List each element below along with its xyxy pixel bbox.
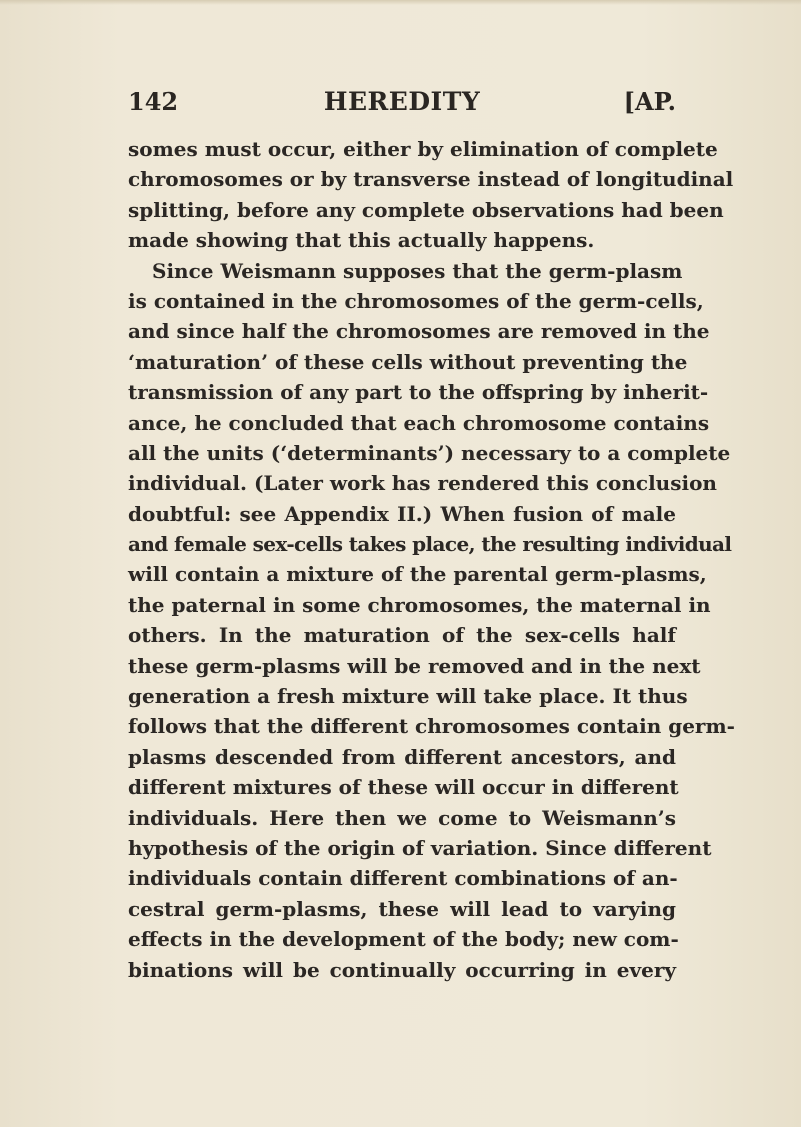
text-line: these germ-plasms will be removed and in the next [128, 653, 701, 678]
text-line: transmission of any part to the offspring by inherit- [128, 380, 709, 405]
body-text [128, 134, 735, 985]
text-line: ance, he concluded that each chromosome contains [128, 410, 710, 435]
running-title: HEREDITY [323, 87, 481, 116]
text-line: splitting, before any complete observations had been [128, 197, 724, 222]
text-line: cestral germ-plasms, these will lead to varying [128, 896, 676, 921]
text-line: doubtful: see Appendix II.) When fusion of male [128, 501, 676, 526]
running-header [128, 82, 676, 122]
page-number: 142 [128, 87, 179, 116]
text-line: others. In the maturation of the sex-cells half [128, 623, 676, 648]
text-line: made showing that this actually happens. [128, 228, 595, 253]
text-line: effects in the development of the body; new com- [128, 927, 679, 952]
text-line: binations will be continually occurring in every [128, 957, 676, 982]
text-line: individuals. Here then we come to Weismann’s [128, 805, 676, 830]
text-line: and since half the chromosomes are removed in the [128, 319, 710, 344]
text-line: is contained in the chromosomes of the germ-cells, [128, 288, 704, 313]
text-line: somes must occur, either by elimination of complete [128, 137, 718, 161]
page-top-edge [0, 0, 801, 5]
text-line: follows that the different chromosomes contain germ- [128, 714, 735, 739]
text-line: ‘maturation’ of these cells without preventing the [128, 349, 688, 374]
text-line: chromosomes or by transverse instead of longitudinal [128, 167, 734, 192]
text-line: individual. (Later work has rendered this conclusion [128, 471, 717, 496]
text-line: plasms descended from different ancestors, and [128, 744, 676, 769]
text-line: generation a fresh mixture will take place. It thus [128, 684, 688, 709]
section-mark: [AP. [623, 87, 676, 116]
text-line: Since Weismann supposes that the germ-plasm [152, 258, 683, 283]
text-line: different mixtures of these will occur in different [128, 775, 679, 800]
text-line: hypothesis of the origin of variation. Since different [128, 835, 712, 860]
text-line: individuals contain different combinations of an- [128, 866, 678, 891]
text-line: all the units (‘determinants’) necessary to a complete [128, 440, 731, 465]
text-line: and female sex-cells takes place, the resulting individual [128, 532, 732, 557]
text-line: will contain a mixture of the parental germ-plasms, [128, 562, 707, 587]
text-line: the paternal in some chromosomes, the maternal in [128, 592, 711, 617]
